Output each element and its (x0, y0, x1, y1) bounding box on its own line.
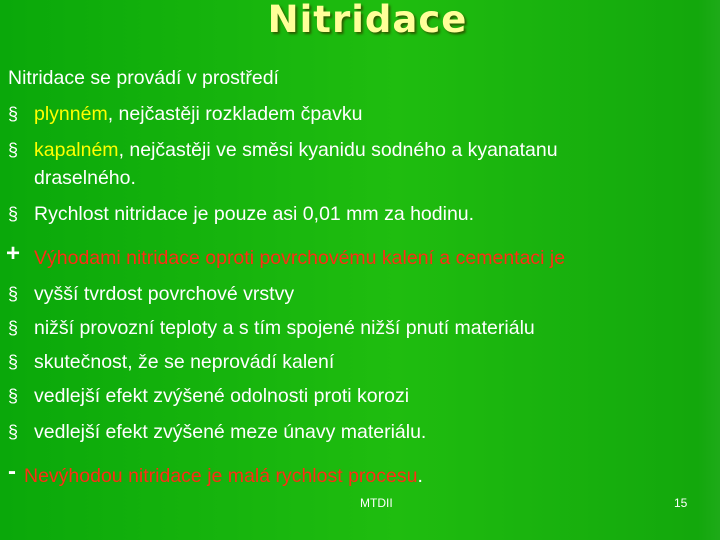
disadvantage-main: Nevýhodou nitridace je malá rychlost procesu (24, 465, 418, 487)
plus-icon: + (6, 240, 21, 267)
slide-number: 15 (674, 496, 688, 510)
advantages-heading: Výhodami nitridace oproti povrchovému kalení a cementaci je (34, 247, 566, 269)
bullet-marker: § (8, 140, 19, 160)
bullet-marker: § (8, 284, 19, 304)
env-item-liquid-rest: , nejčastěji ve směsi kyanidu sodného a kyanatanu (118, 139, 558, 161)
minus-icon: - (8, 458, 16, 485)
bullet-marker: § (8, 204, 19, 224)
speed-item: Rychlost nitridace je pouze asi 0,01 mm za hodinu. (34, 203, 475, 225)
env-item-gas (34, 102, 362, 126)
advantage-item: vedlejší efekt zvýšené meze únavy materiálu. (34, 421, 427, 443)
disadvantage-period: . (417, 465, 423, 487)
advantage-item: vyšší tvrdost povrchové vrstvy (34, 283, 295, 305)
disadvantage-text (24, 464, 423, 488)
bullet-marker: § (8, 422, 19, 442)
background-edge (698, 0, 720, 540)
env-item-liquid (34, 138, 558, 162)
env-item-gas-rest: , nejčastěji rozkladem čpavku (107, 103, 363, 125)
advantage-item: skutečnost, že se neprovádí kalení (34, 351, 335, 373)
env-item-gas-highlight: plynném (34, 103, 108, 125)
advantage-item: nižší provozní teploty a s tím spojené nižší pnutí materiálu (34, 317, 535, 339)
advantage-item: vedlejší efekt zvýšené odolnosti proti korozi (34, 385, 410, 407)
bullet-marker: § (8, 104, 19, 124)
env-item-liquid-highlight: kapalném (34, 139, 119, 161)
bullet-marker: § (8, 386, 19, 406)
footer-label: MTDII (360, 496, 393, 510)
slide-title: Nitridace (267, 0, 468, 41)
intro-text: Nitridace se provádí v prostředí (8, 67, 279, 89)
env-item-liquid-continued: draselného. (34, 167, 136, 189)
bullet-marker: § (8, 352, 19, 372)
bullet-marker: § (8, 318, 19, 338)
